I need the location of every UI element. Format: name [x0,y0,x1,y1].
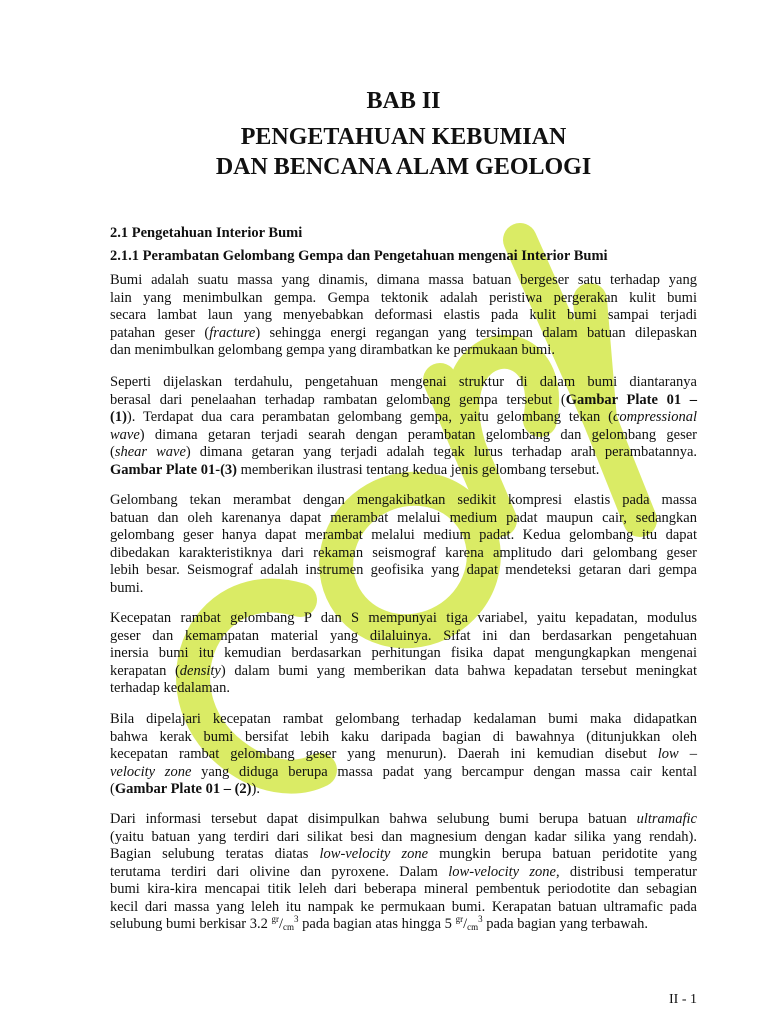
chapter-number: BAB II [366,88,441,114]
chapter-title-line1: PENGETAHUAN KEBUMIAN [240,124,567,150]
paragraph-3 [110,492,697,597]
page-number: II - 1 [669,992,697,1007]
text-line: geser dan kemampatan material yang dilaluinya. Sifat ini dan berdasarkan pengetahuan [110,627,697,644]
text-line: (Gambar Plate 01 – (2)). [110,781,260,797]
text-line: Bagian selubung teratas diatas low-velocity zone mungkin berupa batuan peridotite yang [110,846,697,862]
text-line: dibedakan karakteristiknya dari rekaman seismograf karena amplitudo dari gelombang geser [110,544,697,561]
text-line: Seperti dijelaskan terdahulu, pengetahuan mengenai struktur di dalam bumi diantaranya [110,374,697,390]
paragraph-5 [110,711,697,799]
text-line: batuan dan oleh karenanya dapat merambat melalui medium padat maupun cair, sedangkan [110,509,697,526]
text-line: bahwa kerak bumi bersifat lebih kaku daripada bagian di bawahnya (ditunjukkan oleh [110,728,697,745]
text-line: Gambar Plate 01-(3) memberikan ilustrasi tentang kedua jenis gelombang tersebut. [110,461,600,478]
text-line: (1)). Terdapat dua cara perambatan gelombang gempa, yaitu gelombang tekan (compressional [110,409,697,425]
text-line: terutama terdiri dari olivine dan pyroxene. Dalam low-velocity zone, distribusi temperatur [110,863,698,880]
paragraph-2 [110,374,697,479]
paragraph-4 [110,610,697,698]
text-line: patahan geser (fracture) sehingga energi regangan yang tersimpan dalam batuan dilepaskan [110,324,697,341]
text-line: (yaitu batuan yang terdiri dari silikat besi dan magnesium dengan kadar silika yang rendah). [110,828,697,845]
section-heading-2-1-1: 2.1.1 Perambatan Gelombang Gempa dan Pengetahuan mengenai Interior Bumi [110,248,608,264]
text-line: Bila dipelajari kecepatan rambat gelombang terhadap kedalaman bumi maka didapatkan [110,711,697,727]
text-line: Dari informasi tersebut dapat disimpulkan bahwa selubung bumi berupa batuan ultramafic [110,811,697,827]
text-line: Gelombang tekan merambat dengan mengakibatkan sedikit kompresi elastis pada massa [110,492,697,508]
text-line: bumi. [110,579,144,596]
text-line: lebih besar. Seismograf adalah instrumen geofisika yang dapat mendeteksi getaran dari gempa [110,562,697,578]
text-line: inersia bumi itu kemudian berdasarkan perhitungan fisika dapat mengungkapkan mengenai [110,645,697,661]
text-line: lain yang menimbulkan gempa. Gempa tektonik adalah peristiwa pergerakan kulit bumi [110,289,697,306]
text-line: kecil dari massa yang leleh itu nampak ke permukaan bumi. Kerapatan batuan ultramafic pada [110,898,697,915]
text-line: dan menimbulkan gelombang gempa yang dirambatkan ke permukaan bumi. [110,342,555,358]
text-line: kerapatan (density) dalam bumi yang memberikan data bahwa kepadatan tersebut meningkat [110,662,697,679]
chapter-title-line2: DAN BENCANA ALAM GEOLOGI [215,154,592,180]
section-heading-2-1: 2.1 Pengetahuan Interior Bumi [110,225,303,241]
paragraph-1 [110,272,697,360]
text-line: berasal dari penelaahan terhadap rambatan gelombang gempa tersebut (Gambar Plate 01 – [110,391,697,408]
text-line: Kecepatan rambat gelombang P dan S mempunyai tiga variabel, yaitu kepadatan, modulus [110,610,697,626]
text-line: bumi kira-kira mencapai titik leleh dari beberapa mineral pembentuk periodotite dan sebagian [110,881,697,897]
text-line: velocity zone yang diduga berupa massa padat yang bercampur dengan massa cair kental [110,763,697,780]
text-line: selubung bumi berkisar 3.2 $^{gr}/_{cm}^3$ pada bagian atas hingga 5 $^{gr}/_{cm}^3$ pada bagian yang terbawah. [110,914,649,932]
text-line: secara lambat laun yang menyebabkan deformasi elastis pada kulit bumi sampai terjadi [110,307,697,323]
text-line: (shear wave) dimana getaran yang terjadi adalah tegak lurus terhadap arah perambatannya. [110,444,698,460]
text-line: Bumi adalah suatu massa yang dinamis, dimana massa batuan bergeser satu terhadap yang [110,272,697,288]
text-line: kecepatan rambat gelombang geser yang menurun). Daerah ini kemudian disebut low – [110,746,697,762]
text-line: terhadap kedalaman. [110,680,230,696]
text-line: gelombang geser hanya dapat merambat melalui medium padat. Kedua gelombang itu dapat [110,527,697,543]
text-line: wave) dimana getaran terjadi searah dengan perambatan gelombang dan gelombang geser [110,426,697,443]
paragraph-6 [110,811,697,934]
